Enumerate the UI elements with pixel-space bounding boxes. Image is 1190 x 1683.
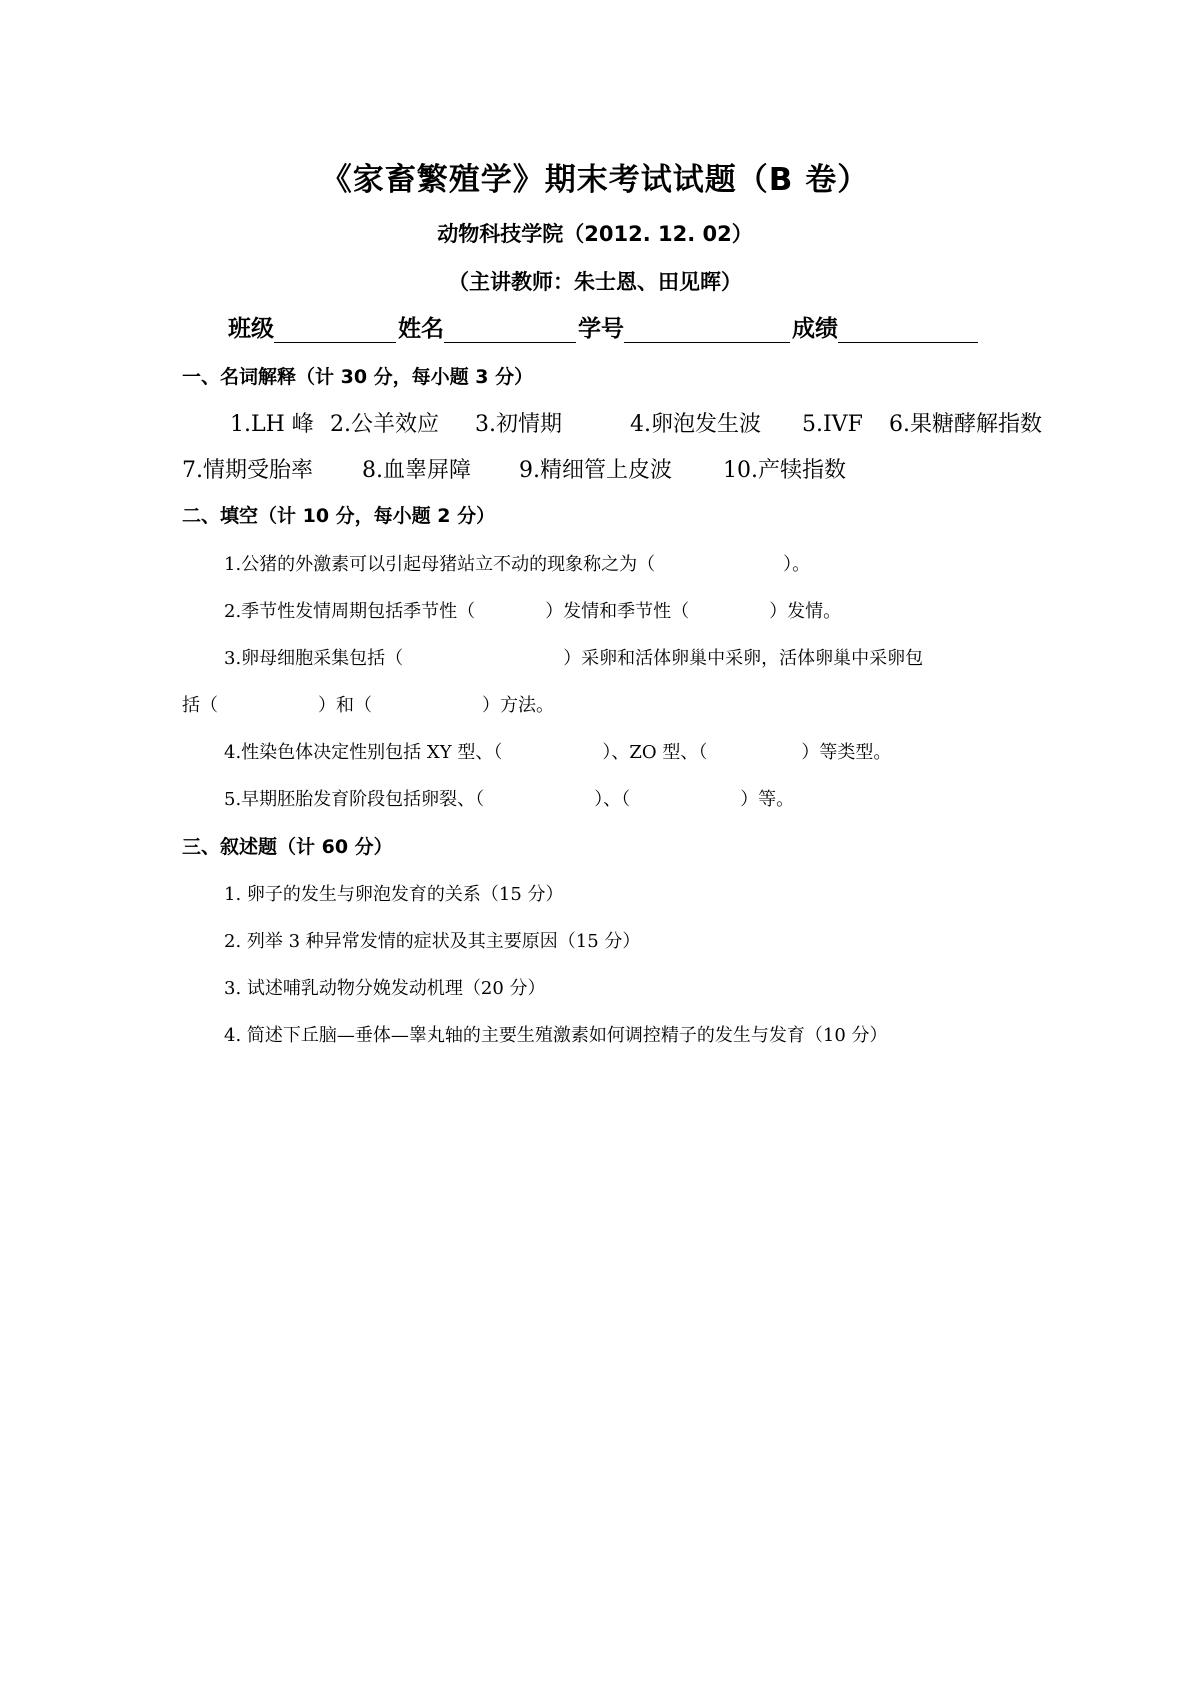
question-text: 1.公猪的外激素可以引起母猪站立不动的现象称之为（: [224, 554, 656, 575]
term: 10.产犊指数: [723, 458, 846, 483]
fill-question-5: [224, 785, 794, 811]
question-text: ）采卵和活体卵巢中采卵，活体卵巢中采卵包: [563, 648, 924, 669]
essay-question-3: 3. 试述哺乳动物分娩发动机理（20 分）: [224, 978, 546, 999]
score-blank[interactable]: [838, 316, 978, 343]
class-blank[interactable]: [274, 316, 396, 343]
question-text: ）发情和季节性（: [545, 601, 690, 622]
question-text: ）发情。: [769, 601, 842, 622]
student-info-row: [228, 310, 1018, 343]
fill-question-4: [224, 738, 891, 764]
essay-question-4: 4. 简述下丘脑—垂体—睾丸轴的主要生殖激素如何调控精子的发生与发育（10 分）: [224, 1025, 888, 1046]
term: 8.血睾屏障: [362, 458, 471, 483]
question-text: ）、（: [594, 789, 631, 810]
terms-line-2: [182, 453, 846, 484]
student-id-label: 学号: [578, 316, 624, 342]
question-text: ）。: [783, 554, 811, 575]
fill-question-3-cont: [182, 691, 554, 717]
section-2-heading: 二、填空（计 10 分，每小题 2 分）: [182, 505, 496, 527]
term: 2.公羊效应: [330, 412, 439, 437]
question-text: 括（: [182, 695, 218, 716]
fill-question-1: [224, 550, 810, 576]
term: 3.初情期: [475, 412, 562, 437]
score-label: 成绩: [792, 316, 838, 342]
question-text: ）和（: [318, 695, 372, 716]
fill-question-2: [224, 597, 841, 623]
term: 7.情期受胎率: [182, 458, 313, 483]
term: 9.精细管上皮波: [519, 458, 672, 483]
class-label: 班级: [228, 316, 274, 342]
term: 6.果糖酵解指数: [889, 412, 1042, 437]
question-text: 2.季节性发情周期包括季节性（: [224, 601, 476, 622]
question-text: 4.性染色体决定性别包括 XY 型、（: [224, 742, 503, 763]
term: 1.LH 峰: [230, 412, 314, 437]
essay-question-2: 2. 列举 3 种异常发情的症状及其主要原因（15 分）: [224, 931, 641, 952]
section-3-heading: 三、叙述题（计 60 分）: [182, 836, 393, 858]
question-text: 3.卵母细胞采集包括（: [224, 648, 404, 669]
term: 4.卵泡发生波: [630, 412, 761, 437]
terms-line-1: [230, 407, 1042, 438]
student-id-blank[interactable]: [624, 316, 790, 343]
lecturers: （主讲教师：朱士恩、田见晖）: [448, 270, 742, 294]
exam-title: 《家畜繁殖学》期末考试试题（B 卷）: [320, 162, 870, 198]
question-text: ）方法。: [482, 695, 554, 716]
name-label: 姓名: [398, 316, 444, 342]
college-date: 动物科技学院（2012. 12. 02）: [437, 222, 753, 246]
question-text: ）、ZO 型、（: [602, 742, 708, 763]
essay-question-1: 1. 卵子的发生与卵泡发育的关系（15 分）: [224, 884, 564, 905]
question-text: 5.早期胚胎发育阶段包括卵裂、（: [224, 789, 485, 810]
question-text: ）等类型。: [801, 742, 892, 763]
term: 5.IVF: [802, 412, 863, 437]
name-blank[interactable]: [444, 316, 576, 343]
question-text: ）等。: [740, 789, 795, 810]
fill-question-3: [224, 644, 923, 670]
section-1-heading: 一、名词解释（计 30 分，每小题 3 分）: [182, 366, 534, 388]
